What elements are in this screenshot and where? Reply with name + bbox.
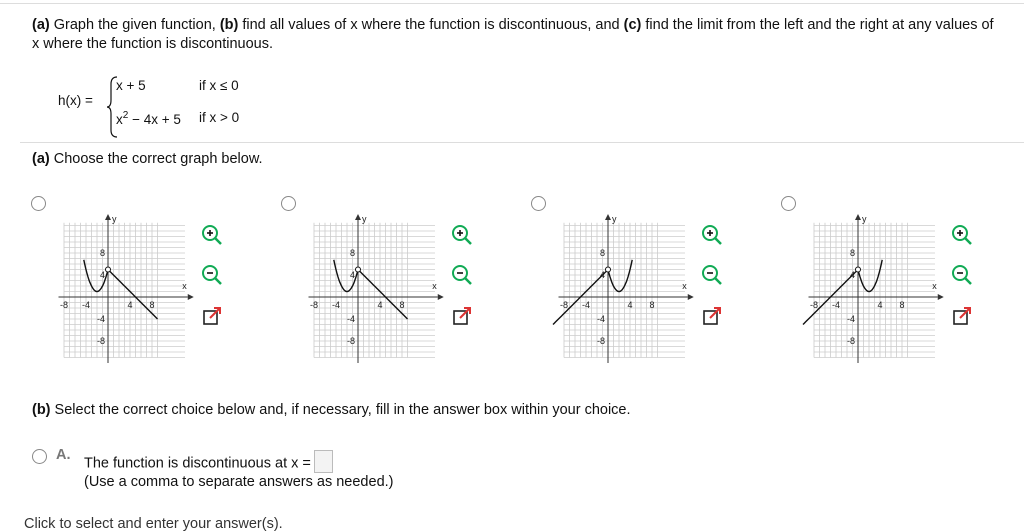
x-axis-arrow-icon	[688, 294, 694, 300]
prompt-part-3: find the limit from the left and the right at any values of x where the function is discontinuous.	[32, 17, 994, 52]
footer-instruction: Click to select and enter your answer(s).	[24, 516, 283, 532]
y-tick-label: 8	[849, 248, 855, 258]
x-tick-label: 4	[377, 300, 383, 310]
part-b-tag: (b)	[32, 402, 51, 418]
curve-right	[358, 270, 408, 320]
case-2-exponent: 2	[122, 110, 129, 121]
graph-choice-radio[interactable]	[531, 196, 546, 211]
option-a-letter: A.	[56, 447, 71, 463]
graph-choice-3	[531, 196, 781, 366]
option-a[interactable]	[32, 446, 532, 496]
y-tick-label: 8	[349, 248, 355, 258]
section-divider	[20, 142, 1024, 143]
zoom-in-icon[interactable]	[699, 222, 725, 248]
graph-plot	[556, 214, 710, 365]
y-tick-label: -4	[596, 314, 605, 324]
option-a-radio[interactable]	[32, 449, 47, 464]
top-divider	[0, 3, 1024, 4]
y-tick-label: -8	[346, 336, 355, 346]
curve-right	[858, 260, 882, 292]
option-a-statement: The function is discontinuous at x =	[84, 455, 311, 472]
graph-choice-radio[interactable]	[31, 196, 46, 211]
y-tick-label: 8	[99, 248, 105, 258]
zoom-in-icon[interactable]	[949, 222, 975, 248]
curve-right	[108, 270, 158, 320]
zoom-in-icon[interactable]	[199, 222, 225, 248]
x-tick-label: -8	[809, 300, 819, 310]
y-axis-label: y	[612, 214, 617, 224]
case-2-expression	[116, 110, 181, 127]
y-tick-label: -8	[846, 336, 855, 346]
part-a-tag: (a)	[32, 151, 50, 167]
part-b-heading	[32, 402, 631, 418]
graph-choice-radio[interactable]	[281, 196, 296, 211]
x-tick-label: 4	[627, 300, 633, 310]
case-2-rest: − 4x + 5	[128, 112, 181, 127]
x-tick-label: 8	[899, 300, 905, 310]
x-axis-label: x	[932, 281, 937, 291]
popout-icon[interactable]	[199, 304, 225, 330]
x-tick-label: -8	[559, 300, 569, 310]
popout-icon[interactable]	[699, 304, 725, 330]
popout-icon[interactable]	[449, 304, 475, 330]
x-axis-label: x	[682, 281, 687, 291]
x-axis-arrow-icon	[188, 294, 194, 300]
y-axis-arrow-icon	[855, 214, 861, 220]
function-name: h(x) =	[58, 93, 93, 108]
part-a-heading	[32, 151, 263, 167]
zoom-out-icon[interactable]	[449, 262, 475, 288]
x-tick-label: 8	[149, 300, 155, 310]
x-tick-label: -8	[309, 300, 319, 310]
question-prompt	[32, 16, 1002, 54]
case-1-expression: x + 5	[116, 78, 146, 93]
zoom-out-icon[interactable]	[949, 262, 975, 288]
graph-plot	[806, 214, 960, 365]
graph-choice-2	[281, 196, 531, 366]
x-tick-label: -4	[831, 300, 841, 310]
curve-right	[608, 260, 632, 292]
option-a-note: (Use a comma to separate answers as needed.)	[84, 474, 394, 490]
y-tick-label: -8	[596, 336, 605, 346]
prompt-part-2: find all values of x where the function is discontinuous, and	[238, 17, 624, 33]
case-2-base: x	[116, 112, 123, 127]
zoom-in-icon[interactable]	[449, 222, 475, 248]
y-tick-label: 4	[99, 270, 105, 280]
x-tick-label: -4	[331, 300, 341, 310]
graph-choice-4	[781, 196, 1031, 366]
endpoint-marker	[856, 267, 861, 272]
graph-choice-radio[interactable]	[781, 196, 796, 211]
x-axis-arrow-icon	[938, 294, 944, 300]
case-2-condition: if x > 0	[199, 110, 240, 125]
x-tick-label: -8	[59, 300, 69, 310]
y-tick-label: 4	[849, 270, 855, 280]
y-tick-label: -8	[96, 336, 105, 346]
graph-choice-1	[31, 196, 281, 366]
answer-input-box[interactable]	[314, 450, 333, 473]
piecewise-function	[58, 74, 318, 138]
x-tick-label: 4	[877, 300, 883, 310]
option-a-text	[84, 452, 333, 475]
graph-plot	[56, 214, 210, 365]
y-tick-label: 4	[599, 270, 605, 280]
y-tick-label: -4	[846, 314, 855, 324]
prompt-tag-c: (c)	[623, 17, 642, 33]
x-tick-label: 4	[127, 300, 133, 310]
y-axis-arrow-icon	[355, 214, 361, 220]
y-tick-label: -4	[346, 314, 355, 324]
prompt-part-1: Graph the given function,	[49, 17, 220, 33]
endpoint-marker	[606, 267, 611, 272]
x-tick-label: 8	[399, 300, 405, 310]
endpoint-marker	[106, 267, 111, 272]
x-tick-label: 8	[649, 300, 655, 310]
part-b-text: Select the correct choice below and, if necessary, fill in the answer box within your choice.	[50, 402, 631, 418]
part-a-text: Choose the correct graph below.	[49, 151, 263, 167]
y-tick-label: 8	[599, 248, 605, 258]
y-axis-label: y	[112, 214, 117, 224]
prompt-tag-a: (a)	[32, 17, 50, 33]
zoom-out-icon[interactable]	[199, 262, 225, 288]
popout-icon[interactable]	[949, 304, 975, 330]
endpoint-marker	[356, 267, 361, 272]
graph-plot	[306, 214, 460, 365]
y-axis-arrow-icon	[605, 214, 611, 220]
x-axis-arrow-icon	[438, 294, 444, 300]
x-axis-label: x	[432, 281, 437, 291]
x-tick-label: -4	[81, 300, 91, 310]
zoom-out-icon[interactable]	[699, 262, 725, 288]
case-1-condition: if x ≤ 0	[199, 78, 239, 93]
prompt-tag-b: (b)	[219, 17, 239, 33]
x-axis-label: x	[182, 281, 187, 291]
y-tick-label: 4	[349, 270, 355, 280]
y-tick-label: -4	[96, 314, 105, 324]
y-axis-label: y	[862, 214, 867, 224]
y-axis-arrow-icon	[105, 214, 111, 220]
x-tick-label: -4	[581, 300, 591, 310]
y-axis-label: y	[362, 214, 367, 224]
